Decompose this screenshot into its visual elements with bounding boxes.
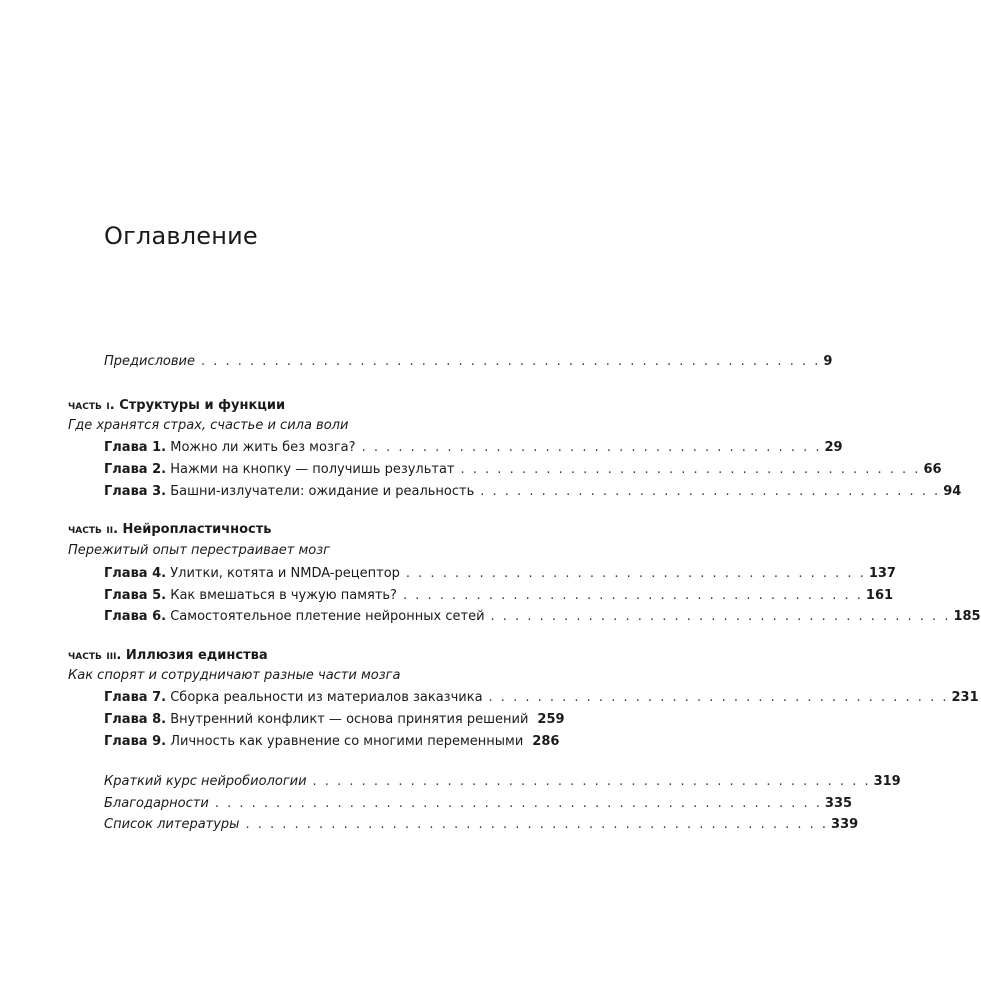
chapter-title: Нажми на кнопку — получишь результат	[170, 462, 455, 477]
chapter-title: Личность как уравнение со многими переменными	[170, 734, 524, 749]
leader-dots: . . . . . . . . . . . . . . . . . . . . . . . . . . . . . . . . . . . . . .	[405, 566, 866, 581]
leader-dots: . . . . . . . . . . . . . . . . . . . . . . . . . . . . . . . . . . . . . . . . . . . . . . . .	[245, 817, 829, 832]
toc-entry-label: Список литературы	[104, 817, 240, 832]
chapter-label	[104, 440, 356, 455]
chapter-title: Самостоятельное плетение нейронных сетей	[170, 609, 485, 624]
toc-entry-label: Благодарности	[104, 796, 209, 811]
toc-entry-chapter-1[interactable]	[104, 440, 843, 455]
toc-entry-acknowledgments[interactable]	[104, 796, 853, 811]
chapter-title: Можно ли жить без мозга?	[170, 440, 356, 455]
chapter-number: Глава 6.	[104, 609, 167, 624]
part-heading	[68, 522, 272, 537]
toc-entry-neuro-course[interactable]	[104, 774, 901, 789]
chapter-page: 29	[824, 440, 843, 455]
chapter-page: 66	[923, 462, 942, 477]
toc-entry-chapter-4[interactable]	[104, 566, 896, 581]
toc-entry-chapter-2[interactable]	[104, 462, 942, 477]
chapter-page: 94	[943, 484, 962, 499]
part-subtitle: Где хранятся страх, счастье и сила воли	[68, 418, 349, 433]
leader-dots: . . . . . . . . . . . . . . . . . . . . . . . . . . . . . . . . . . . . . .	[402, 588, 863, 603]
chapter-number: Глава 4.	[104, 566, 167, 581]
toc-entry-bibliography[interactable]	[104, 817, 859, 832]
chapter-label	[104, 690, 483, 705]
chapter-page: 161	[865, 588, 894, 603]
leader-dots: . . . . . . . . . . . . . . . . . . . . . . . . . . . . . . . . . . . . . .	[460, 462, 921, 477]
page-title: Оглавление	[104, 222, 258, 250]
leader-dots: . . . . . . . . . . . . . . . . . . . . . . . . . . . . . . . . . . . . . . . . . . . . . . . . . .	[214, 796, 822, 811]
leader-dots: . . . . . . . . . . . . . . . . . . . . . . . . . . . . . . . . . . . . . . . . . . . . . . . . . . .	[200, 354, 821, 369]
toc-entry-page: 9	[823, 354, 833, 369]
toc-entry-chapter-8[interactable]	[104, 712, 565, 727]
leader-dots: . . . . . . . . . . . . . . . . . . . . . . . . . . . . . . . . . . . . . .	[361, 440, 822, 455]
part-subtitle: Как спорят и сотрудничают разные части мозга	[68, 668, 401, 683]
chapter-number: Глава 2.	[104, 462, 167, 477]
toc-entry-chapter-9[interactable]	[104, 734, 560, 749]
chapter-title: Как вмешаться в чужую память?	[170, 588, 397, 603]
chapter-page: 185	[953, 609, 981, 624]
chapter-page: 231	[951, 690, 979, 705]
chapter-label	[104, 462, 455, 477]
part-subtitle: Пережитый опыт перестраивает мозг	[68, 543, 330, 558]
leader-dots: . . . . . . . . . . . . . . . . . . . . . . . . . . . . . . . . . . . . . .	[480, 484, 941, 499]
chapter-title: Улитки, котята и NMDA-рецептор	[170, 566, 400, 581]
part-number: часть i.	[68, 398, 115, 413]
part-number: часть iii.	[68, 648, 122, 663]
toc-entry-label: Краткий курс нейробиологии	[104, 774, 307, 789]
chapter-number: Глава 8.	[104, 712, 167, 727]
chapter-label	[104, 484, 474, 499]
chapter-label	[104, 734, 523, 749]
chapter-label	[104, 588, 397, 603]
leader-dots: . . . . . . . . . . . . . . . . . . . . . . . . . . . . . . . . . . . . . .	[490, 609, 951, 624]
chapter-label	[104, 609, 485, 624]
toc-entry-page: 339	[831, 817, 859, 832]
toc-entry-chapter-5[interactable]	[104, 588, 894, 603]
toc-entry-page: 319	[873, 774, 901, 789]
part-title: Нейропластичность	[122, 522, 272, 537]
toc-entry-page: 335	[824, 796, 853, 811]
chapter-number: Глава 9.	[104, 734, 167, 749]
chapter-number: Глава 5.	[104, 588, 167, 603]
chapter-number: Глава 1.	[104, 440, 167, 455]
leader-dots: . . . . . . . . . . . . . . . . . . . . . . . . . . . . . . . . . . . . . .	[488, 690, 949, 705]
part-number: часть ii.	[68, 522, 119, 537]
chapter-number: Глава 3.	[104, 484, 167, 499]
chapter-label	[104, 566, 400, 581]
part-title: Структуры и функции	[119, 398, 286, 413]
chapter-title: Сборка реальности из материалов заказчика	[170, 690, 483, 705]
toc-entry-preface[interactable]	[104, 354, 833, 369]
part-heading	[68, 648, 268, 663]
toc-entry-chapter-3[interactable]	[104, 484, 962, 499]
chapter-page: 286	[532, 734, 560, 749]
chapter-title: Внутренний конфликт — основа принятия решений	[170, 712, 529, 727]
toc-entry-chapter-6[interactable]	[104, 609, 981, 624]
chapter-label	[104, 712, 528, 727]
chapter-title: Башни-излучатели: ожидание и реальность	[170, 484, 475, 499]
toc-entry-label: Предисловие	[104, 354, 195, 369]
chapter-page: 259	[537, 712, 565, 727]
part-title: Иллюзия единства	[125, 648, 268, 663]
part-heading	[68, 398, 285, 413]
chapter-page: 137	[868, 566, 896, 581]
chapter-number: Глава 7.	[104, 690, 167, 705]
leader-dots: . . . . . . . . . . . . . . . . . . . . . . . . . . . . . . . . . . . . . . . . . . . . . .	[312, 774, 871, 789]
toc-entry-chapter-7[interactable]	[104, 690, 979, 705]
